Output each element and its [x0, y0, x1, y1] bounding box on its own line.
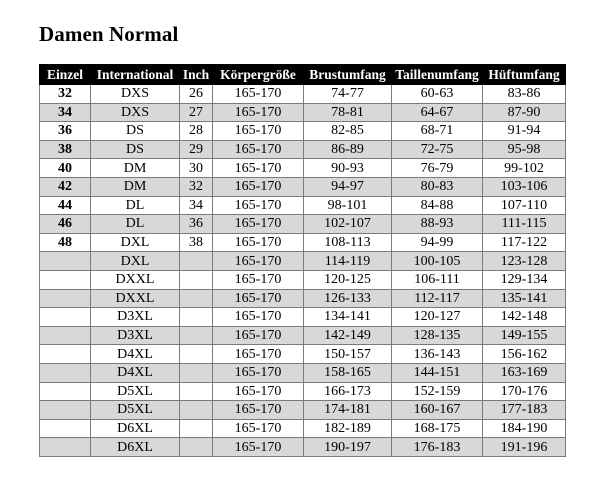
- table-cell: 32: [180, 177, 213, 196]
- table-cell: 191-196: [483, 438, 566, 457]
- table-cell: 102-107: [304, 215, 392, 234]
- table-cell: 120-127: [392, 308, 483, 327]
- table-cell: 165-170: [213, 122, 304, 141]
- table-cell: 44: [40, 196, 91, 215]
- table-cell: 142-149: [304, 326, 392, 345]
- table-cell: D5XL: [91, 382, 180, 401]
- table-cell: [180, 308, 213, 327]
- table-row: [40, 270, 566, 289]
- table-cell: 126-133: [304, 289, 392, 308]
- table-cell: 99-102: [483, 159, 566, 178]
- column-header: Körpergröße: [213, 65, 304, 85]
- table-cell: [180, 252, 213, 271]
- table-row: [40, 122, 566, 141]
- table-cell: 90-93: [304, 159, 392, 178]
- table-cell: 114-119: [304, 252, 392, 271]
- table-cell: 86-89: [304, 140, 392, 159]
- table-cell: DXS: [91, 103, 180, 122]
- table-row: [40, 382, 566, 401]
- table-cell: D6XL: [91, 419, 180, 438]
- table-cell: 165-170: [213, 382, 304, 401]
- table-cell: 40: [40, 159, 91, 178]
- table-cell: DS: [91, 122, 180, 141]
- table-cell: [180, 289, 213, 308]
- table-cell: [40, 401, 91, 420]
- table-cell: 142-148: [483, 308, 566, 327]
- table-cell: [40, 345, 91, 364]
- table-cell: 80-83: [392, 177, 483, 196]
- table-cell: [180, 401, 213, 420]
- table-cell: 91-94: [483, 122, 566, 141]
- table-cell: D4XL: [91, 345, 180, 364]
- table-cell: [40, 438, 91, 457]
- table-cell: [180, 382, 213, 401]
- table-cell: DXL: [91, 233, 180, 252]
- table-row: [40, 252, 566, 271]
- table-cell: 87-90: [483, 103, 566, 122]
- table-cell: 163-169: [483, 363, 566, 382]
- table-cell: 108-113: [304, 233, 392, 252]
- table-cell: 149-155: [483, 326, 566, 345]
- table-cell: 165-170: [213, 159, 304, 178]
- size-table: [39, 64, 566, 457]
- table-cell: 34: [180, 196, 213, 215]
- table-row: [40, 308, 566, 327]
- table-cell: 94-99: [392, 233, 483, 252]
- table-cell: [40, 270, 91, 289]
- table-cell: 32: [40, 85, 91, 104]
- table-cell: [180, 363, 213, 382]
- table-cell: 165-170: [213, 326, 304, 345]
- table-cell: D6XL: [91, 438, 180, 457]
- table-cell: 165-170: [213, 289, 304, 308]
- table-cell: 165-170: [213, 140, 304, 159]
- table-cell: [40, 252, 91, 271]
- table-cell: 29: [180, 140, 213, 159]
- table-cell: 78-81: [304, 103, 392, 122]
- table-cell: [180, 270, 213, 289]
- table-cell: 166-173: [304, 382, 392, 401]
- table-cell: DXS: [91, 85, 180, 104]
- table-row: [40, 345, 566, 364]
- table-cell: 117-122: [483, 233, 566, 252]
- table-cell: 27: [180, 103, 213, 122]
- table-cell: 174-181: [304, 401, 392, 420]
- table-cell: 95-98: [483, 140, 566, 159]
- table-cell: 129-134: [483, 270, 566, 289]
- table-body: [40, 85, 566, 457]
- table-row: [40, 401, 566, 420]
- table-cell: 184-190: [483, 419, 566, 438]
- table-cell: 165-170: [213, 419, 304, 438]
- table-cell: 38: [40, 140, 91, 159]
- table-cell: 158-165: [304, 363, 392, 382]
- table-cell: DXXL: [91, 289, 180, 308]
- table-cell: 165-170: [213, 308, 304, 327]
- table-cell: 120-125: [304, 270, 392, 289]
- table-cell: 82-85: [304, 122, 392, 141]
- table-cell: [40, 308, 91, 327]
- table-cell: 135-141: [483, 289, 566, 308]
- table-cell: 30: [180, 159, 213, 178]
- page-title: Damen Normal: [39, 22, 179, 46]
- table-cell: 68-71: [392, 122, 483, 141]
- table-cell: 182-189: [304, 419, 392, 438]
- table-cell: 103-106: [483, 177, 566, 196]
- table-row: [40, 233, 566, 252]
- table-cell: 74-77: [304, 85, 392, 104]
- column-header: Einzel: [40, 65, 91, 85]
- table-cell: 36: [40, 122, 91, 141]
- column-header: Taillenumfang: [392, 65, 483, 85]
- table-cell: 168-175: [392, 419, 483, 438]
- table-cell: [40, 363, 91, 382]
- table-row: [40, 363, 566, 382]
- table-cell: 165-170: [213, 233, 304, 252]
- table-cell: 150-157: [304, 345, 392, 364]
- table-cell: [40, 419, 91, 438]
- table-cell: DS: [91, 140, 180, 159]
- table-cell: 42: [40, 177, 91, 196]
- table-cell: 156-162: [483, 345, 566, 364]
- table-cell: 94-97: [304, 177, 392, 196]
- table-cell: 38: [180, 233, 213, 252]
- table-cell: 60-63: [392, 85, 483, 104]
- table-cell: [180, 326, 213, 345]
- column-header: Brustumfang: [304, 65, 392, 85]
- table-cell: 165-170: [213, 363, 304, 382]
- table-cell: 64-67: [392, 103, 483, 122]
- table-row: [40, 177, 566, 196]
- table-cell: 190-197: [304, 438, 392, 457]
- table-cell: [180, 438, 213, 457]
- table-cell: 165-170: [213, 215, 304, 234]
- table-cell: 107-110: [483, 196, 566, 215]
- table-row: [40, 85, 566, 104]
- table-cell: 26: [180, 85, 213, 104]
- table-row: [40, 419, 566, 438]
- table-cell: 177-183: [483, 401, 566, 420]
- table-cell: 111-115: [483, 215, 566, 234]
- table-cell: 84-88: [392, 196, 483, 215]
- column-header: Hüftumfang: [483, 65, 566, 85]
- table-cell: 144-151: [392, 363, 483, 382]
- table-cell: [180, 419, 213, 438]
- table-cell: 34: [40, 103, 91, 122]
- table-cell: DXXL: [91, 270, 180, 289]
- table-cell: DM: [91, 177, 180, 196]
- table-cell: 112-117: [392, 289, 483, 308]
- table-cell: DM: [91, 159, 180, 178]
- table-cell: D5XL: [91, 401, 180, 420]
- table-cell: 36: [180, 215, 213, 234]
- table-cell: DL: [91, 215, 180, 234]
- table-row: [40, 438, 566, 457]
- table-cell: 165-170: [213, 270, 304, 289]
- table-cell: D3XL: [91, 326, 180, 345]
- table-cell: 165-170: [213, 438, 304, 457]
- table-cell: D3XL: [91, 308, 180, 327]
- table-cell: 165-170: [213, 85, 304, 104]
- table-cell: 83-86: [483, 85, 566, 104]
- column-header: International: [91, 65, 180, 85]
- table-cell: 176-183: [392, 438, 483, 457]
- column-header: Inch: [180, 65, 213, 85]
- table-cell: DL: [91, 196, 180, 215]
- table-row: [40, 289, 566, 308]
- table-cell: [40, 326, 91, 345]
- table-cell: 100-105: [392, 252, 483, 271]
- table-cell: 46: [40, 215, 91, 234]
- table-row: [40, 140, 566, 159]
- table-header-row: [40, 65, 566, 85]
- table-cell: [180, 345, 213, 364]
- table-cell: [40, 289, 91, 308]
- table-cell: 72-75: [392, 140, 483, 159]
- table-row: [40, 215, 566, 234]
- table-cell: 134-141: [304, 308, 392, 327]
- table-cell: 98-101: [304, 196, 392, 215]
- table-cell: 165-170: [213, 196, 304, 215]
- table-cell: 152-159: [392, 382, 483, 401]
- table-cell: 28: [180, 122, 213, 141]
- table-cell: 123-128: [483, 252, 566, 271]
- table-cell: 165-170: [213, 177, 304, 196]
- table-cell: 160-167: [392, 401, 483, 420]
- table-row: [40, 103, 566, 122]
- table-cell: D4XL: [91, 363, 180, 382]
- table-cell: 165-170: [213, 103, 304, 122]
- table-row: [40, 159, 566, 178]
- table-row: [40, 196, 566, 215]
- table-cell: 165-170: [213, 345, 304, 364]
- table-cell: 48: [40, 233, 91, 252]
- table-cell: 76-79: [392, 159, 483, 178]
- table-cell: 136-143: [392, 345, 483, 364]
- table-cell: 165-170: [213, 252, 304, 271]
- table-row: [40, 326, 566, 345]
- table-cell: 106-111: [392, 270, 483, 289]
- table-cell: 128-135: [392, 326, 483, 345]
- table-cell: 170-176: [483, 382, 566, 401]
- table-cell: DXL: [91, 252, 180, 271]
- table-cell: 165-170: [213, 401, 304, 420]
- table-cell: [40, 382, 91, 401]
- table-cell: 88-93: [392, 215, 483, 234]
